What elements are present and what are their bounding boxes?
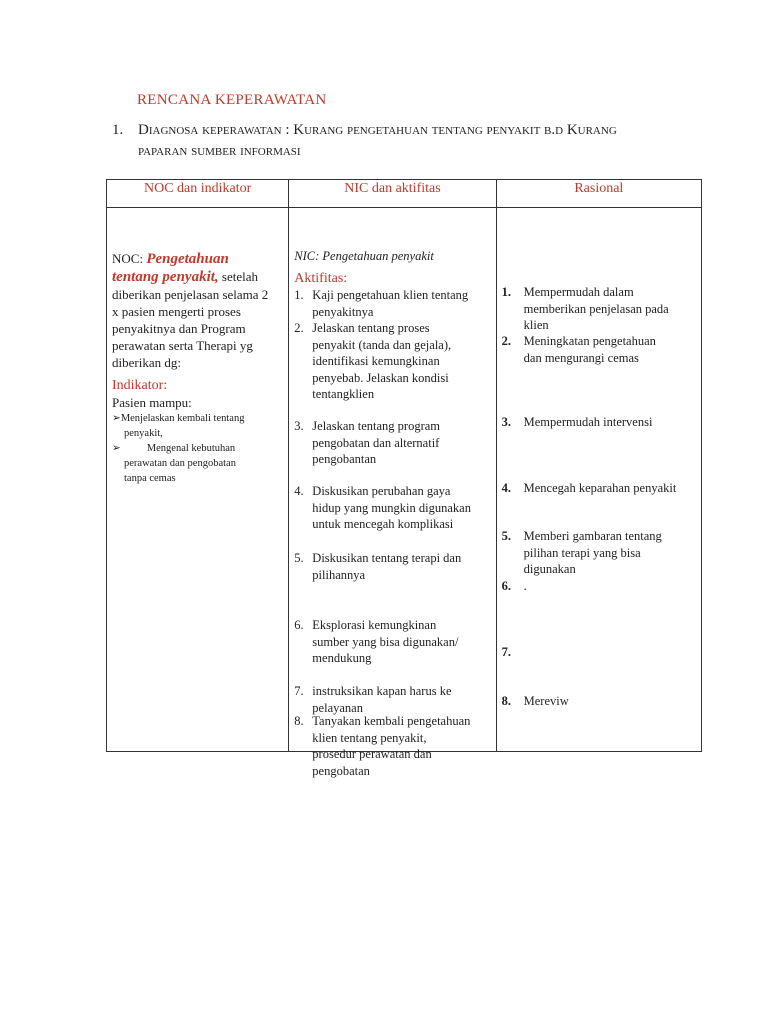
indicator-label: Indikator: [112,378,168,393]
nic-activity-text: 5. Diskusikan tentang terapi dan [294,551,462,565]
diagnosis-number: 1. [112,122,124,138]
noc-line: diberikan dg: [112,355,181,370]
nic-title: NIC: Pengetahuan penyakit [294,249,434,263]
rationale-item [502,414,700,431]
rationale-item [502,528,700,578]
rationale-item-text: digunakan [523,562,576,576]
nic-activity-text: pelayanan [312,700,363,715]
nic-activity-text: 4. Diskusikan perubahan gaya [294,484,451,498]
rationale-item-number: 7. [501,645,512,659]
nic-cell [289,208,496,778]
rationale-item [502,578,700,595]
nic-activity-number: 6. [294,618,304,632]
rationale-item-text: 8. Mereviw [501,694,569,708]
nic-activity-text: pengobatan dan alternatif [312,435,440,450]
diagnosis-line-2: paparan sumber informasi [138,143,301,159]
header-noc: NOC dan indikator [107,180,289,208]
rationale-item-number: 4. [501,481,512,495]
header-rationale: Rasional [496,180,701,208]
nic-activity-text: 3. Jelaskan tentang program [294,419,441,433]
nic-activity-text: sumber yang bisa digunakan/ [312,634,459,649]
nic-activity [294,418,496,468]
noc-highlight-1: Pengetahuan [146,251,229,267]
nic-activity-text: pengobantan [312,452,377,466]
nic-activity [294,617,496,667]
nic-activity-text: identifikasi kemungkinan [312,354,440,368]
noc-heading-2 [112,268,286,286]
table-header-row [107,180,702,208]
rationale-item-number: 5. [501,529,512,543]
rationale-item-text: 4. Mencegah keparahan penyakit [501,481,677,495]
header-nic: NIC dan aktifitas [289,180,496,208]
rationale-item-text: memberikan penjelasan pada [523,301,669,316]
rationale-item-text: 1. Mempermudah dalam [501,285,634,299]
nic-activity-number: 7. [294,684,304,698]
nic-activity-text: untuk mencegah komplikasi [312,517,454,531]
diagnosis-line-1: Diagnosa keperawatan : Kurang pengetahuan tentang penyakit b.d Kurang [138,122,617,138]
rationale-item-number: 8. [501,694,512,708]
activities-label: Aktifitas: [294,271,348,286]
nic-activity [294,713,496,779]
nic-activity-text: mendukung [312,651,372,665]
nic-activity [294,320,496,403]
rationale-item [502,284,700,334]
nic-activity-text: 7. instruksikan kapan harus ke [294,684,452,698]
rationale-item-text: 5. Memberi gambaran tentang [501,529,662,543]
nic-activity-text: hidup yang mungkin digunakan [312,500,471,515]
arrow-icon: ➢ [112,443,121,454]
nic-activity-number: 8. [294,714,304,728]
noc-prefix: NOC: [112,251,147,266]
rationale-cell [496,208,701,752]
rationale-item-text: 6. . [501,579,527,593]
rationale-item-number: 2. [501,334,512,348]
nic-activity-text: 2. Jelaskan tentang proses [294,321,430,335]
rationale-item [502,480,700,497]
nic-activity-number: 1. [294,288,304,302]
diagnosis-statement [112,120,700,162]
care-plan-table [106,179,702,778]
rationale-item-text: klien [523,318,549,332]
document-title: RENCANA KEPERAWATAN [137,92,327,108]
noc-line: perawatan serta Therapi yg [112,338,253,353]
nic-activity-number: 5. [294,551,304,565]
rationale-item-text: pilihan terapi yang bisa [523,545,641,560]
rationale-item [502,693,700,710]
nic-activity-text: penyakit (tanda dan gejala), [312,337,452,352]
indicator-item: ➢Menjelaskan kembali tentang penyakit, [112,413,245,439]
rationale-item-number: 3. [501,415,512,429]
patient-able-label: Pasien mampu: [112,395,192,410]
table-body-row [107,208,702,752]
nic-activity-text: pilihannya [312,567,366,582]
nic-activity-text: 8. Tanyakan kembali pengetahuan [294,714,471,728]
nic-activity [294,550,496,583]
nic-activity-number: 4. [294,484,304,498]
arrow-icon: ➢ [112,413,121,424]
rationale-item-number: 6. [501,579,512,593]
nic-activity-number: 2. [294,321,304,335]
indicator-item: ➢ Mengenal kebutuhan perawatan dan pengobatan tanpa cemas [112,443,236,484]
nic-activity-text: pengobatan [312,763,370,778]
nic-activity [294,287,496,320]
nic-activity-number: 3. [294,419,304,433]
nic-activity-text: 1. Kaji pengetahuan klien tentang [294,288,469,302]
nic-activity-text: tentangklien [312,387,375,401]
rationale-item [502,333,700,366]
rationale-item-text: 3. Mempermudah intervensi [501,415,653,429]
rationale-item-text: 2. Meningkatan pengetahuan [501,334,656,348]
rationale-item-text: dan mengurangi cemas [523,350,639,365]
nic-activity-text: penyakitnya [312,304,374,319]
noc-line: x pasien mengerti proses [112,304,241,319]
noc-heading [112,250,286,268]
noc-highlight-2: tentang penyakit, [112,269,219,285]
nic-activity [294,483,496,533]
noc-cell [107,208,289,752]
rationale-item-number: 1. [501,285,512,299]
noc-text-after: setelah [218,269,259,284]
nic-activity [294,683,496,716]
nic-activity-text: 6. Eksplorasi kemungkinan [294,618,437,632]
noc-line: penyakitnya dan Program [112,321,246,336]
noc-line: diberikan penjelasan selama 2 [112,287,269,302]
nic-activity-text: penyebab. Jelaskan kondisi [312,370,449,385]
nic-activity-text: prosedur perawatan dan [312,747,432,761]
nic-activity-text: klien tentang penyakit, [312,730,427,745]
